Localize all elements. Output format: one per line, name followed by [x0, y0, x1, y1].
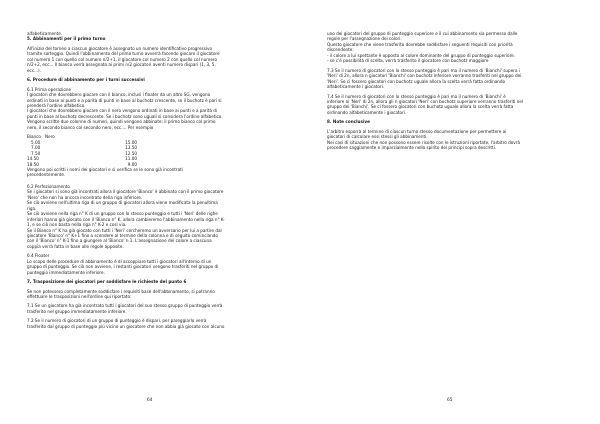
p62-line: riga. — [27, 205, 37, 211]
p61-after-line: Vengono poi scritti i nomi dei giocatori e si verifica se le sono già incontrati — [27, 166, 183, 172]
table-cell: 11.00 — [125, 156, 137, 162]
heading-6: 6. Procedure di abbinamento per i turni successivi — [27, 77, 145, 83]
p7-line: Se non potessero completamente soddisfare i requisiti base dell'abbinamento, si potranno — [27, 288, 215, 294]
page-number-left: 64 — [147, 398, 153, 403]
p61-line: nero, il secondo bianco col secondo nero, ecc.... Per esempio — [27, 124, 154, 130]
p7-line: effettuare le trasposizioni nell'ordine qui riportato: — [27, 294, 132, 300]
table-cell: 7.50 — [31, 150, 41, 156]
p8-line: Nei casi di situazioni che non possono essere risolte con le istruzioni riportate, l'arbitro dovrà — [327, 139, 520, 145]
table-cell: 9.00 — [127, 161, 137, 167]
p64-title: 6.4 Floater — [27, 253, 50, 259]
table-cell: 13.50 — [125, 145, 137, 151]
p62-line: coppia verrà fatta in base alle regole apposite. — [27, 243, 124, 249]
table-cell: 12.50 — [125, 150, 137, 156]
p5-line: All'inizio del torneo a ciascun giocatore è assegnato un numero identificativo progressivo — [27, 45, 213, 51]
p62-line: 1, e se ciò non basta nella riga n° K-2 e così via. — [27, 222, 127, 228]
p62-line: Se ciò avviene nell'ultima riga di un gruppo di giocatori allora viene modificata la penultima — [27, 200, 218, 206]
p5-line: col numero 1 con quello col numero n/2+1, il giocatore col numero 2 con quello col numero — [27, 56, 218, 62]
p72-cont-line: - il colore a lui spettante è opposto al colore dominante del gruppo di punteggio superiore. — [327, 52, 516, 58]
p62-line: Se il Bianco n° K ha già giocato con tutti i 'Neri' cercheremo un avversario per lui a partire dal — [27, 227, 222, 233]
p62-line: inferiori hanno già giocato con il 'Bianco n° K, allora cambieremo l'abbinamento nella riga n° K- — [27, 216, 225, 222]
p64-line: gruppo di punteggio. Se ciò non avviene, i restanti giocatori vengono trasferiti nel gruppo di — [27, 264, 219, 270]
p62-line: con il 'Bianco' n° K-1 fino a giungere al 'Bianco' n 1. L'assegnazione del colore a ciascuna — [27, 238, 212, 244]
p74-line: ordinando alfabeticamente i giocatori. — [327, 109, 407, 115]
p72-cont-line: uno dei giocatori del gruppo di punteggio superiore e il cui abbinamento sia permesso dalle — [327, 31, 518, 36]
p73-line: alfabeticamente i giocatori. — [327, 84, 385, 90]
p61-line: I giocatori che dovrebbero giocare con il bianco, inclusi i floater da un altro SG, vengono — [27, 92, 211, 98]
p73-line: 'Neri'. Se ci fossero giocatori con buchotz uguale allora la scelta verrà fatta ordinando — [327, 78, 506, 84]
p61-line: I giocatori che dovrebbero giocare con il nero vengono ordinati in base ai punti e a parità di — [27, 108, 218, 114]
p8-line: giocatori di calcolare essi stessi gli abbinamenti. — [327, 134, 428, 140]
p62-line: Se i giocatori si sono già incontrati allora il giocatore 'Bianco' è abbinato con il primo giocatore — [27, 189, 224, 195]
p71-line: trasferito nel gruppo immediatamente inferiore. — [27, 308, 127, 314]
table-cell: 5.00 — [31, 139, 41, 145]
p74-line: gruppo dei 'Bianchi'. Se ci fossero giocatori con buchotz uguale allora la scelta verrà fatta — [327, 104, 514, 110]
p5-line: n/2+2, ecc... Il bianco verrà assegnato ai primi n/2 giocatori aventi numero dispari (1, 3, 5, — [27, 62, 216, 68]
p72-line: trasferito dal gruppo di punteggio più vicino un giocatore che non abbia già giocato con alcuno — [27, 323, 225, 329]
right-page — [300, 0, 600, 424]
p62-line: 'Nero' che non ha ancora incontrato della riga inferiore. — [27, 194, 143, 200]
p8-line: procedere saggiamente e imparzialmente nello spirito dei principi sopra descritti. — [327, 145, 497, 151]
p72-cont-line: regole per l'assegnazione dei colori. — [327, 36, 402, 42]
p61-line: punti in base al buchotz decrescente. Se i buchotz sono uguali si considera l'ordine alfabetico. — [27, 113, 223, 119]
p5-line: tramite sorteggio. Quindi l'abbinamento del primo turno avverrà facendo giocare il giocatore — [27, 51, 220, 57]
p73-line: 'Neri' di 2n, allora n giocatori 'Bianchi' con buchotz inferiore verranno trasferiti nel gruppo dei — [327, 73, 522, 79]
table-cell: 14.50 — [27, 156, 39, 162]
p5-line: ecc...). — [27, 67, 41, 73]
p74-line: inferiore ai 'Neri' di 2n, allora gli n giocatori 'Neri' con buchotz superiore verranno trasferiti nel — [327, 98, 524, 104]
p61-title: 6.1 Prima operazione — [27, 86, 72, 92]
p64-line: Lo scopo delle procedure di abbinamento è di accoppiare tutti i giocatori all'interno di un — [27, 258, 212, 264]
p62-line: Se ciò avviene nella riga n° K di un gruppo con lo stesso punteggio e tutti i 'Neri' delle righe — [27, 211, 218, 217]
p72-cont-line: discendente: — [327, 47, 354, 53]
p61-after-line: precedentemente. — [27, 172, 66, 178]
table-cell: 15.00 — [125, 139, 137, 145]
p64-line: punteggio immediatamente inferiore. — [27, 269, 105, 275]
p61-line: prenderà l'ordine alfabetico. — [27, 102, 86, 108]
table-header-nero: Nero — [44, 134, 55, 140]
pairing-example-table — [27, 134, 290, 167]
table-cell: 18.50 — [27, 161, 39, 167]
p62-title: 6.2 Perfezionamento — [27, 183, 70, 189]
p8-line: L'arbitro esporrà al termine di ciascun turno stesso documentazione per permettere ai — [327, 128, 507, 134]
heading-5: 5. Abbinamenti per il primo turno — [27, 36, 106, 42]
heading-8: 8. Note conclusive — [327, 119, 370, 125]
p61-line: ordinati in base ai punti e a parità di punti in base al buchotz crescente, se il buchotz è pari si — [27, 97, 222, 103]
page-number-right: 65 — [447, 398, 453, 403]
p61-line: Vengono scritte due colonne di numeri, quindi vengono abbinate: il primo bianco col primo — [27, 119, 216, 125]
right-page-text — [327, 31, 590, 151]
p71-line: 7.1 Se un giocatore ha già incontrato tutti i giocatori del suo stesso gruppo di punteggio verrà — [27, 303, 223, 309]
p72-cont-line: Questo giocatore che viene trasferito dovrebbe soddisfare i seguenti requisiti con priorità — [327, 41, 513, 47]
heading-7: 7. Trasposizione dei giocatori per soddisfare le richieste del punto 6 — [27, 279, 187, 285]
p62-line: giocatore 'Bianco' n° K+1 fino a scendere al termine della colonna e di seguito cominciando — [27, 232, 218, 238]
p72-cont-line: - se c'è possibilità di scelta, verrà trasferito il giocatore con buchotz maggiore — [327, 58, 489, 64]
p72-line: 7.2 Se il numero di giocatori di un gruppo di punteggio è dispari, per pareggiarlo verrà — [27, 318, 207, 324]
table-cell: 7.00 — [31, 145, 41, 151]
p74-line: 7.4 Se il numero di giocatori con lo stesso punteggio è pari ma il numero di 'Bianchi' è — [327, 93, 506, 99]
p73-line: 7.3 Se il numero di giocatori con lo stesso punteggio è pari ma il numero di 'Bianchi' supera i — [327, 67, 520, 73]
left-page-text — [27, 31, 290, 329]
table-header-bianco: Bianco — [27, 134, 41, 140]
intro-line: alfabeticamente. — [27, 31, 63, 36]
